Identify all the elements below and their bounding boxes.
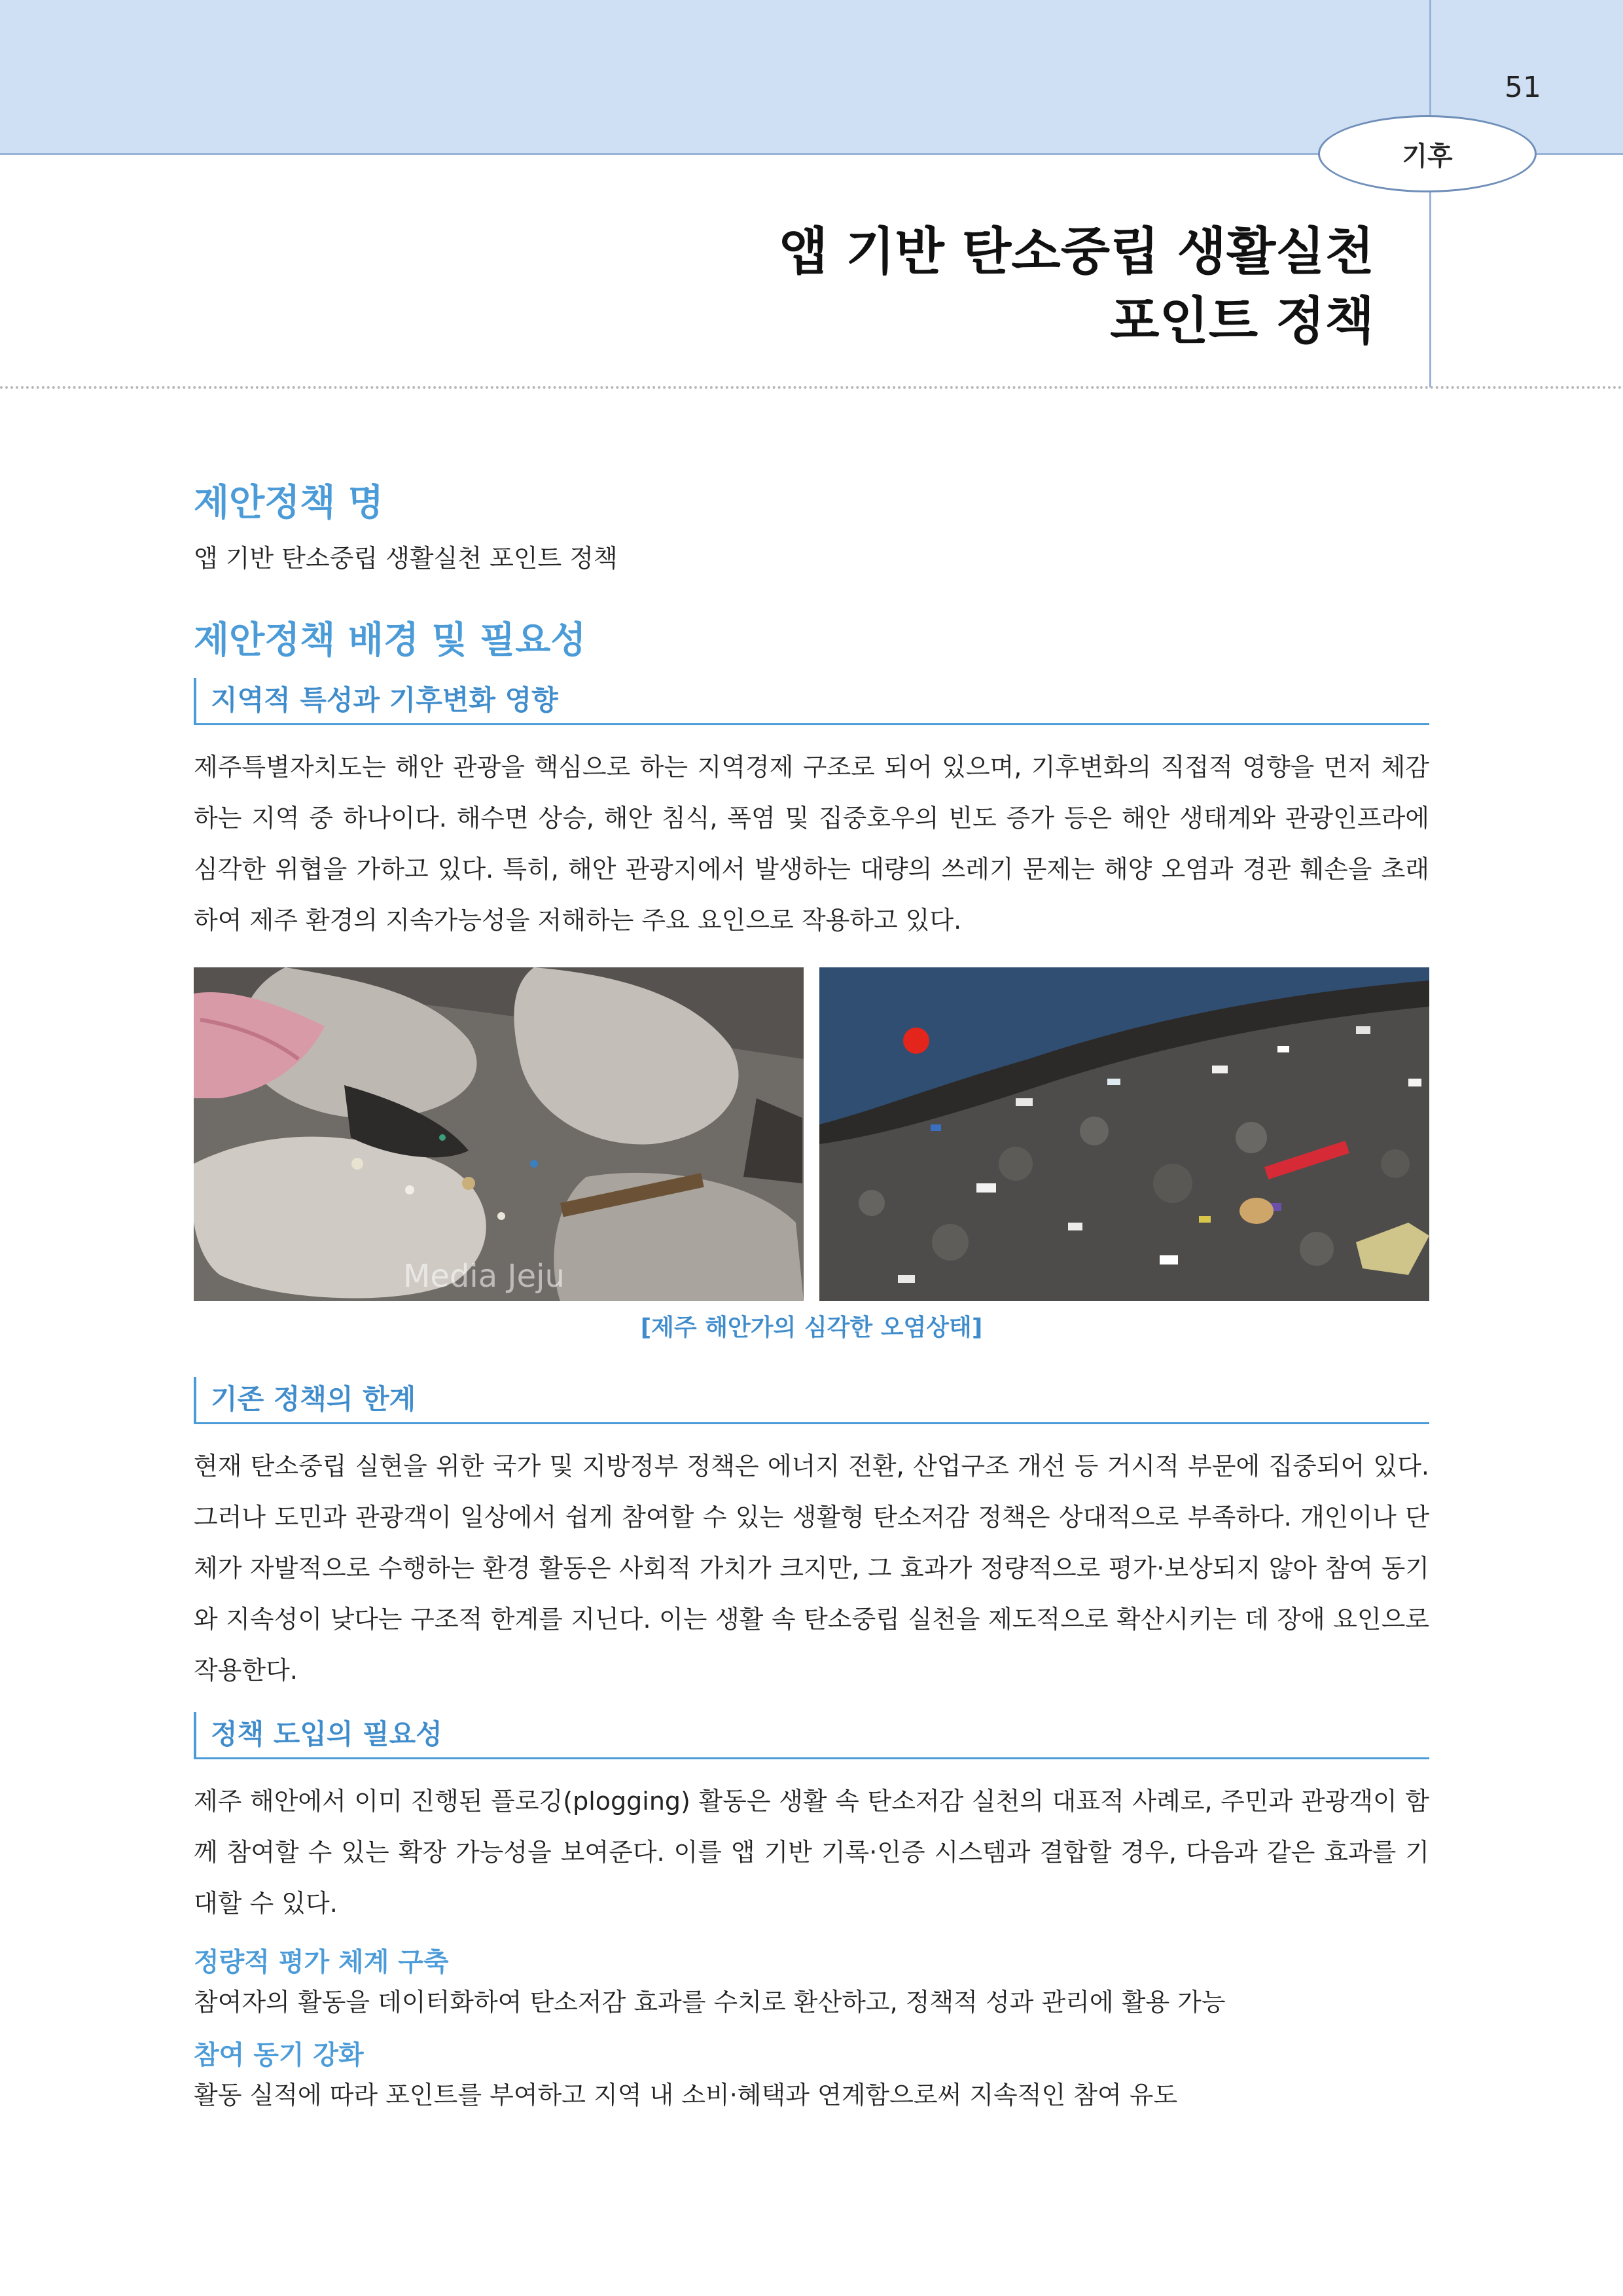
photo-watermark: Media Jeju xyxy=(403,1258,565,1295)
subsection-heading-regional: 지역적 특성과 기후변화 영향 xyxy=(194,678,1429,725)
effect-text-quantitative: 참여자의 활동을 데이터화하여 탄소저감 효과를 수치로 환산하고, 정책적 성과 관리에 활용 가능 xyxy=(194,1988,1226,2017)
page-title-line1: 앱 기반 탄소중립 생활실천 xyxy=(778,223,1374,281)
regional-paragraph: 제주특별자치도는 해안 관광을 핵심으로 하는 지역경제 구조로 되어 있으며, 기후변화의 직접적 영향을 먼저 체감하는 지역 중 하나이다. 해수면 상승, 해안 침식, 폭염 및 집중호우의 빈도 증가 등은 해안 생태계와 관광인프라에 심각한 위협을 가하고 있다. 특히, 해안 관광지에서 발생하는 대량의 쓰레기 문제는 해양 오염과 경관 훼손을 초래하여 제주 환경의 지속가능성을 저해하는 주요 요인으로 작용하고 있다. xyxy=(194,753,1429,935)
effect-text-motivation: 활동 실적에 따라 포인트를 부여하고 지역 내 소비·혜택과 연계함으로써 지속적인 참여 유도 xyxy=(194,2081,1178,2109)
page-title xyxy=(393,217,1374,356)
subsection-heading-necessity: 정책 도입의 필요성 xyxy=(194,1712,1429,1759)
page-title-line2: 포인트 정책 xyxy=(1110,292,1374,351)
header-divider xyxy=(0,386,1623,389)
category-label: 기후 xyxy=(1402,141,1453,171)
limits-paragraph: 현재 탄소중립 실현을 위한 국가 및 지방정부 정책은 에너지 전환, 산업구조 개선 등 거시적 부문에 집중되어 있다. 그러나 도민과 관광객이 일상에서 쉽게 참여할 수 있는 생활형 탄소저감 정책은 상대적으로 부족하다. 개인이나 단체가 자발적으로 수행하는 환경 활동은 사회적 가치가 크지만, 그 효과가 정량적으로 평가·보상되지 않아 참여 동기와 지속성이 낮다는 구조적 한계를 지닌다. 이는 생활 속 탄소중립 실천을 제도적으로 확산시키는 데 장애 요인으로 작용한다. xyxy=(194,1452,1429,1685)
page-number: 51 xyxy=(1505,71,1541,104)
photo-coast-rocks xyxy=(194,967,804,1301)
section-heading-policy-name: 제안정책 명 xyxy=(194,482,383,524)
policy-name-text: 앱 기반 탄소중립 생활실천 포인트 정책 xyxy=(194,544,618,573)
header-vertical-rule xyxy=(1429,0,1431,387)
photo-coast-trash xyxy=(819,967,1429,1301)
category-badge xyxy=(1318,115,1537,192)
effect-title-quantitative: 정량적 평가 체계 구축 xyxy=(194,1947,449,1977)
subsection-heading-limits: 기존 정책의 한계 xyxy=(194,1377,1429,1424)
effect-title-motivation: 참여 동기 강화 xyxy=(194,2040,364,2070)
necessity-paragraph: 제주 해안에서 이미 진행된 플로깅(plogging) 활동은 생활 속 탄소저감 실천의 대표적 사례로, 주민과 관광객이 함께 참여할 수 있는 확장 가능성을 보여준다. 이를 앱 기반 기록·인증 시스템과 결합할 경우, 다음과 같은 효과를 기대할 수 있다. xyxy=(194,1787,1429,1918)
photo-caption: [제주 해안가의 심각한 오염상태] xyxy=(640,1314,983,1341)
section-heading-background: 제안정책 배경 및 필요성 xyxy=(194,619,586,662)
